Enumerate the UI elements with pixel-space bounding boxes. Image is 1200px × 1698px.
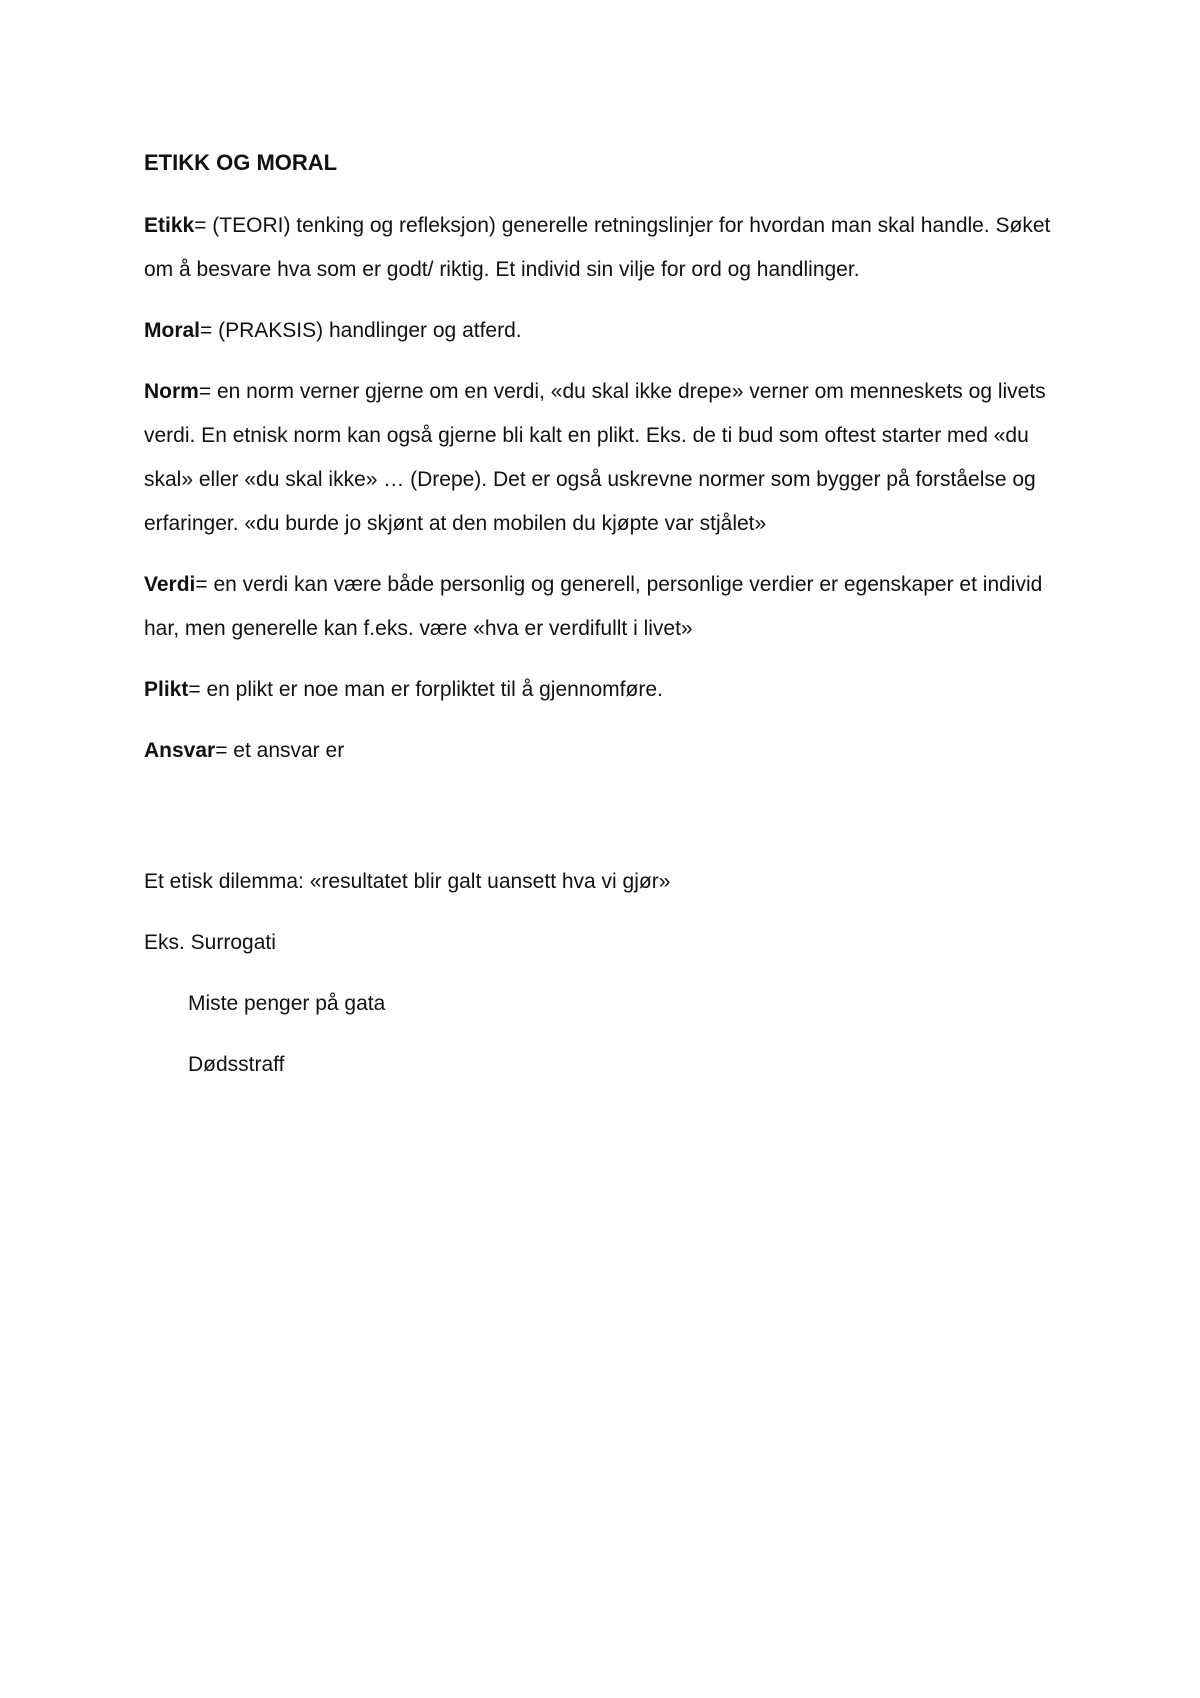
document-body [144, 148, 1064, 1104]
definition-term: Ansvar [144, 739, 216, 762]
definition-text: = (TEORI) tenking og refleksjon) generelle retningslinjer for hvordan man skal handle. Søket om å besvare hva som er godt/ riktig. Et individ sin vilje for ord og handlinger. [144, 214, 1051, 281]
dilemma-text: Et etisk dilemma: «resultatet blir galt uansett hva vi gjør» [144, 870, 671, 893]
definition-etikk [144, 204, 1064, 292]
definition-verdi [144, 563, 1064, 651]
definition-term: Verdi [144, 573, 196, 596]
definition-text: = (PRAKSIS) handlinger og atferd. [200, 319, 522, 342]
definition-term: Moral [144, 319, 201, 342]
definition-text: = en norm verner gjerne om en verdi, «du skal ikke drepe» verner om menneskets og livets verdi. En etnisk norm kan også gjerne bli kalt en plikt. Eks. de ti bud som oftest starter med «du skal» eller «du skal ikke» … (Drepe). Det er også uskrevne normer som bygger på forståelse og erfaringer. «du burde jo skjønt at den mobilen du kjøpte var stjålet» [144, 380, 1046, 535]
blank-space [144, 790, 1064, 860]
definition-text: = et ansvar er [215, 739, 345, 762]
definition-plikt [144, 668, 1064, 712]
definition-text: = en verdi kan være både personlig og generell, personlige verdier er egenskaper et individ har, men generelle kan f.eks. være «hva er verdifullt i livet» [144, 573, 1043, 640]
example-item: Miste penger på gata [188, 992, 386, 1015]
examples-label: Eks. Surrogati [144, 931, 276, 954]
example-item: Dødsstraff [188, 1053, 285, 1076]
definition-ansvar [144, 729, 1064, 773]
document-title: ETIKK OG MORAL [144, 150, 338, 175]
definition-norm [144, 370, 1064, 546]
definition-text: = en plikt er noe man er forpliktet til å gjennomføre. [188, 678, 663, 701]
definition-term: Norm [144, 380, 199, 403]
definition-term: Plikt [144, 678, 189, 701]
definition-term: Etikk [144, 214, 195, 237]
definition-moral [144, 309, 1064, 353]
